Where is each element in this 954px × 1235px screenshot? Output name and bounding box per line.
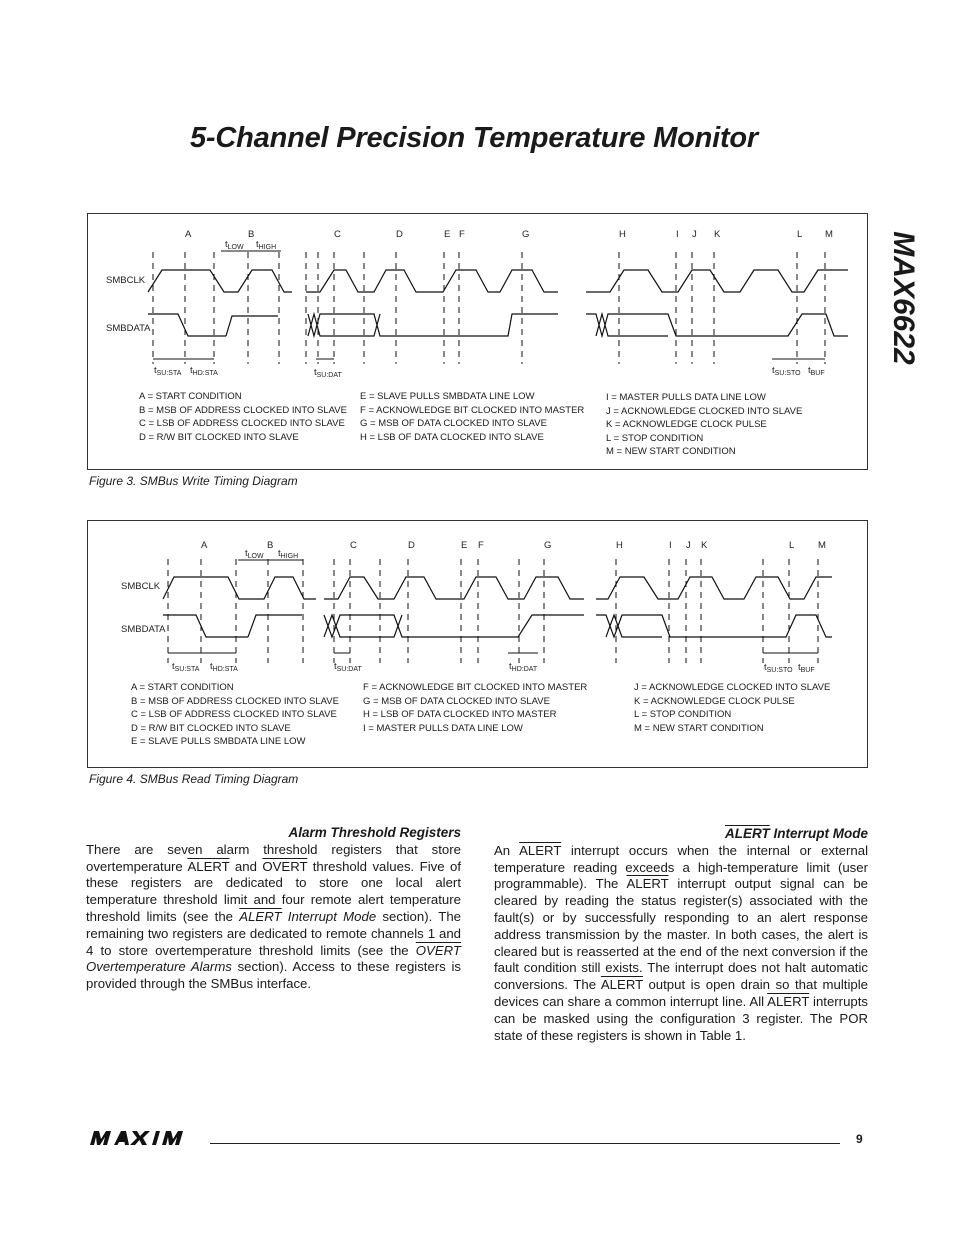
legend-item: K = ACKNOWLEDGE CLOCK PULSE	[634, 695, 795, 707]
alert-signal-name: ALERT	[187, 858, 230, 874]
marker-label-C: C	[350, 540, 357, 551]
tlow-label: $t_{LOW}$	[245, 548, 264, 560]
marker-label-F: F	[478, 540, 484, 551]
smbclk-wave-3	[596, 577, 832, 599]
text-run: An	[494, 842, 520, 858]
page-number: 9	[856, 1132, 863, 1146]
fig4-legend-col1	[131, 681, 339, 749]
alert-signal-name: ALERT	[626, 876, 669, 892]
heading-rest: Interrupt Mode	[769, 826, 868, 841]
legend-item: G = MSB OF DATA CLOCKED INTO SLAVE	[360, 418, 547, 429]
tsudat-label: $t_{SU:DAT}$	[314, 367, 342, 379]
alert-signal-name: ALERT	[767, 993, 810, 1009]
marker-label-K: K	[714, 229, 721, 240]
alert-interrupt-section	[494, 826, 868, 1044]
smbclk-wave-3	[586, 270, 848, 292]
alarm-threshold-section	[86, 825, 461, 993]
heading-alert: ALERT	[724, 826, 770, 841]
section-heading: Alarm Threshold Registers	[288, 825, 461, 840]
smbdata-label: SMBDATA	[106, 323, 151, 334]
tlow-label: $t_{LOW}$	[225, 239, 244, 251]
legend-item: J = ACKNOWLEDGE CLOCKED INTO SLAVE	[634, 682, 831, 693]
figure4-caption: Figure 4. SMBus Read Timing Diagram	[89, 772, 299, 786]
tsusto-label: $t_{SU:STO}$	[764, 662, 793, 674]
marker-label-A: A	[185, 229, 192, 240]
smbdata-wave-3a	[324, 615, 584, 637]
smbdata-wave-1	[163, 615, 248, 637]
marker-label-G: G	[522, 229, 530, 240]
marker-label-E: E	[461, 540, 468, 551]
smbclk-wave-2	[306, 270, 558, 292]
marker-label-L: L	[789, 540, 795, 551]
legend-item: A = START CONDITION	[131, 682, 234, 693]
text-run: There are seven alarm threshold registers that store overtemperature	[86, 841, 461, 874]
legend-item: J = ACKNOWLEDGE CLOCKED INTO SLAVE	[606, 405, 803, 417]
smbdata-wave-5a	[586, 314, 848, 336]
text-run: interrupts can be masked using the configuration 3 register. The POR state of these registers is shown in Table 1.	[494, 993, 868, 1043]
maxim-logo	[88, 1130, 200, 1146]
smbdata-wave-3b	[324, 615, 402, 637]
marker-label-F: F	[459, 229, 465, 240]
legend-item: I = MASTER PULLS DATA LINE LOW	[606, 392, 766, 403]
smbclk-label: SMBCLK	[121, 581, 161, 592]
thdsta-label: $t_{HD:STA}$	[190, 365, 218, 377]
part-number-vertical	[878, 218, 928, 378]
fig4-legend-col3	[634, 681, 830, 735]
text-run: output is open drain so that multiple devices can share a common interrupt line. All	[494, 977, 868, 1009]
marker-label-E: E	[444, 229, 451, 240]
tsusta-label: $t_{SU:STA}$	[154, 365, 182, 377]
marker-label-I: I	[676, 229, 679, 240]
legend-item: F = ACKNOWLEDGE BIT CLOCKED INTO MASTER	[360, 404, 585, 416]
fig3-legend-col3	[606, 391, 802, 459]
legend-item: H = LSB OF DATA CLOCKED INTO MASTER	[363, 709, 557, 720]
marker-label-B: B	[267, 540, 274, 551]
legend-item: B = MSB OF ADDRESS CLOCKED INTO SLAVE	[131, 695, 339, 707]
smbclk-wave-1	[163, 577, 316, 599]
section-body	[494, 843, 868, 1045]
thddat-label: $t_{HD:DAT}$	[509, 661, 538, 673]
smbdata-label: SMBDATA	[121, 624, 166, 635]
section-ref: Interrupt Mode	[281, 908, 377, 924]
marker-label-G: G	[544, 540, 552, 551]
thigh-label: $t_{HIGH}$	[256, 239, 277, 251]
figure4-read-timing-diagram	[87, 520, 868, 768]
marker-label-H: H	[619, 229, 626, 240]
footer-rule	[210, 1143, 840, 1144]
smbclk-wave-2	[324, 577, 584, 599]
text-run: interrupt output signal can be cleared by reading the status register(s) associated with the fault(s) or by successfully responding to an alert response address transmission by the master. In both cases, the alert is cleared but is reasserted at the end of the next conversion if the fault condition still exists. The interrupt does not halt automatic conversions. The	[494, 876, 868, 993]
tsusto-label: $t_{SU:STO}$	[772, 365, 801, 377]
tsudat-label: $t_{SU:DAT}$	[334, 661, 362, 673]
marker-label-C: C	[334, 229, 341, 240]
legend-item: E = SLAVE PULLS SMBDATA LINE LOW	[360, 391, 535, 402]
thdsta-label: $t_{HD:STA}$	[210, 661, 238, 673]
legend-item: M = NEW START CONDITION	[634, 722, 764, 734]
marker-label-M: M	[818, 540, 826, 551]
marker-label-I: I	[669, 540, 672, 551]
figure3-caption: Figure 3. SMBus Write Timing Diagram	[89, 474, 298, 488]
legend-item: L = STOP CONDITION	[634, 709, 732, 720]
legend-item: G = MSB OF DATA CLOCKED INTO SLAVE	[363, 695, 550, 707]
text-run: section). The remaining two registers are dedicated to remote channels 1 and 4 to store overtemperature threshold limits (see the	[86, 908, 461, 958]
marker-label-D: D	[396, 229, 403, 240]
marker-label-J: J	[686, 540, 691, 551]
marker-label-B: B	[248, 229, 255, 240]
page-title: 5-Channel Precision Temperature Monitor	[190, 122, 759, 154]
alert-signal-name: ALERT	[519, 842, 562, 858]
section-body	[86, 842, 461, 993]
fig4-legend-col2	[363, 681, 587, 735]
part-number-text: MAX6622	[887, 231, 920, 365]
marker-label-D: D	[408, 540, 415, 551]
legend-item: D = R/W BIT CLOCKED INTO SLAVE	[131, 722, 291, 734]
legend-item: I = MASTER PULLS DATA LINE LOW	[363, 722, 523, 734]
smbclk-wave-1	[148, 270, 292, 292]
text-run: section). Access to these registers is provided through the SMBus interface.	[86, 959, 461, 992]
smbdata-wave-3a	[308, 314, 444, 336]
legend-item: B = MSB OF ADDRESS CLOCKED INTO SLAVE	[139, 404, 347, 416]
legend-item: H = LSB OF DATA CLOCKED INTO SLAVE	[360, 431, 544, 443]
legend-item: A = START CONDITION	[139, 391, 242, 402]
tbuf-label: $t_{BUF}$	[808, 365, 825, 377]
overt-ref: OVERT	[415, 942, 461, 958]
marker-label-H: H	[616, 540, 623, 551]
alert-ref: ALERT	[239, 908, 282, 924]
alert-signal-name: ALERT	[600, 977, 643, 993]
marker-label-M: M	[825, 229, 833, 240]
section-heading	[494, 826, 868, 843]
figure3-write-timing-diagram	[87, 213, 868, 470]
text-run: interrupt occurs when the internal or external temperature reading exceeds a high-temperature limit (user programmable). The	[494, 842, 868, 892]
legend-item: C = LSB OF ADDRESS CLOCKED INTO SLAVE	[139, 418, 345, 429]
legend-item: M = NEW START CONDITION	[606, 446, 736, 457]
legend-item: E = SLAVE PULLS SMBDATA LINE LOW	[131, 736, 306, 747]
marker-label-A: A	[201, 540, 208, 551]
section-ref: Overtemperature Alarms	[86, 959, 232, 975]
smbdata-wave-2	[226, 316, 278, 336]
smbdata-wave-4a	[596, 615, 832, 637]
overt-signal-name: OVERT	[262, 858, 308, 874]
marker-label-J: J	[692, 229, 697, 240]
smbclk-label: SMBCLK	[106, 275, 146, 286]
marker-label-L: L	[797, 229, 803, 240]
legend-item: C = LSB OF ADDRESS CLOCKED INTO SLAVE	[131, 709, 337, 720]
thigh-label: $t_{HIGH}$	[278, 548, 299, 560]
smbdata-wave-4	[444, 314, 558, 336]
marker-label-K: K	[701, 540, 708, 551]
fig3-legend-col1	[139, 390, 347, 444]
text-run: threshold values. Five of these registers are dedicated to store one local alert temperature threshold limit and four remote alert temperature threshold limits (see the	[86, 858, 461, 924]
fig3-legend-col2	[360, 390, 584, 444]
legend-item: K = ACKNOWLEDGE CLOCK PULSE	[606, 419, 767, 430]
legend-item: D = R/W BIT CLOCKED INTO SLAVE	[139, 431, 299, 443]
smbdata-wave-4b	[606, 615, 662, 637]
tsusta-label: $t_{SU:STA}$	[172, 661, 200, 673]
smbdata-wave-2	[248, 615, 302, 637]
text-run: and	[229, 858, 263, 874]
legend-item: L = STOP CONDITION	[606, 432, 704, 444]
legend-item: F = ACKNOWLEDGE BIT CLOCKED INTO MASTER	[363, 682, 588, 693]
tbuf-label: $t_{BUF}$	[798, 662, 815, 674]
